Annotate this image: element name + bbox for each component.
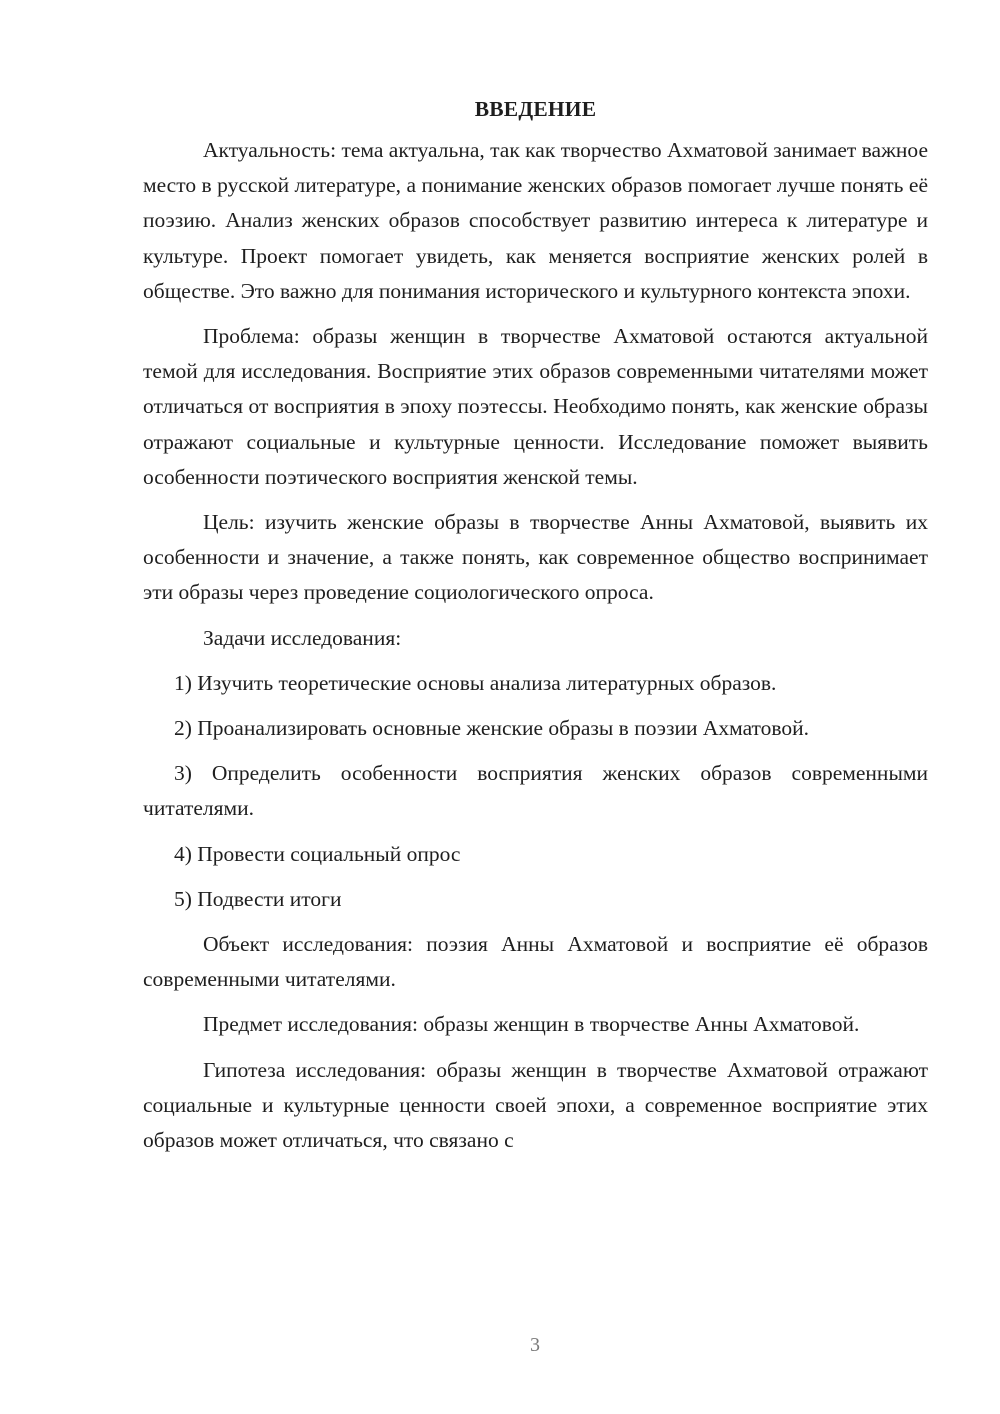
paragraph-goal: Цель: изучить женские образы в творчестве Анны Ахматовой, выявить их особенности и значение, а также понять, как современное общество воспринимает эти образы через проведение социологического опроса. <box>143 510 928 605</box>
paragraph-problem: Проблема: образы женщин в творчестве Ахматовой остаются актуальной темой для исследования. Восприятие этих образов современными читателями может отличаться от восприятия в эпоху поэтессы. Необходимо понять, как женские образы отражают социальные и культурные ценности. Исследование поможет выявить особенности поэтического восприятия женской темы. <box>143 324 928 489</box>
paragraph-relevance: Актуальность: тема актуальна, так как творчество Ахматовой занимает важное место в русской литературе, а понимание женских образов помогает лучше понять её поэзию. Анализ женских образов способствует развитию интереса к литературе и культуре. Проект помогает увидеть, как меняется восприятие женских ролей в обществе. Это важно для понимания исторического и культурного контекста эпохи. <box>143 138 928 303</box>
page-content <box>143 92 928 1168</box>
page-number: 3 <box>530 1334 540 1356</box>
section-title: ВВЕДЕНИЕ <box>474 97 597 121</box>
task-item-4: 4) Провести социальный опрос <box>174 841 461 866</box>
task-item-1: 1) Изучить теоретические основы анализа литературных образов. <box>174 670 777 695</box>
task-item-2: 2) Проанализировать основные женские образы в поэзии Ахматовой. <box>174 716 810 741</box>
paragraph-hypothesis: Гипотеза исследования: образы женщин в творчестве Ахматовой отражают социальные и культурные ценности своей эпохи, а современное восприятие этих образов может отличаться, что связано с <box>143 1057 928 1153</box>
task-item-3: 3) Определить особенности восприятия женских образов современными читателями. <box>143 761 928 821</box>
paragraph-object: Объект исследования: поэзия Анны Ахматовой и восприятие её образов современными читателями. <box>143 932 928 992</box>
task-item-5: 5) Подвести итоги <box>174 886 342 911</box>
tasks-heading: Задачи исследования: <box>203 625 402 650</box>
paragraph-subject: Предмет исследования: образы женщин в творчестве Анны Ахматовой. <box>203 1012 860 1037</box>
